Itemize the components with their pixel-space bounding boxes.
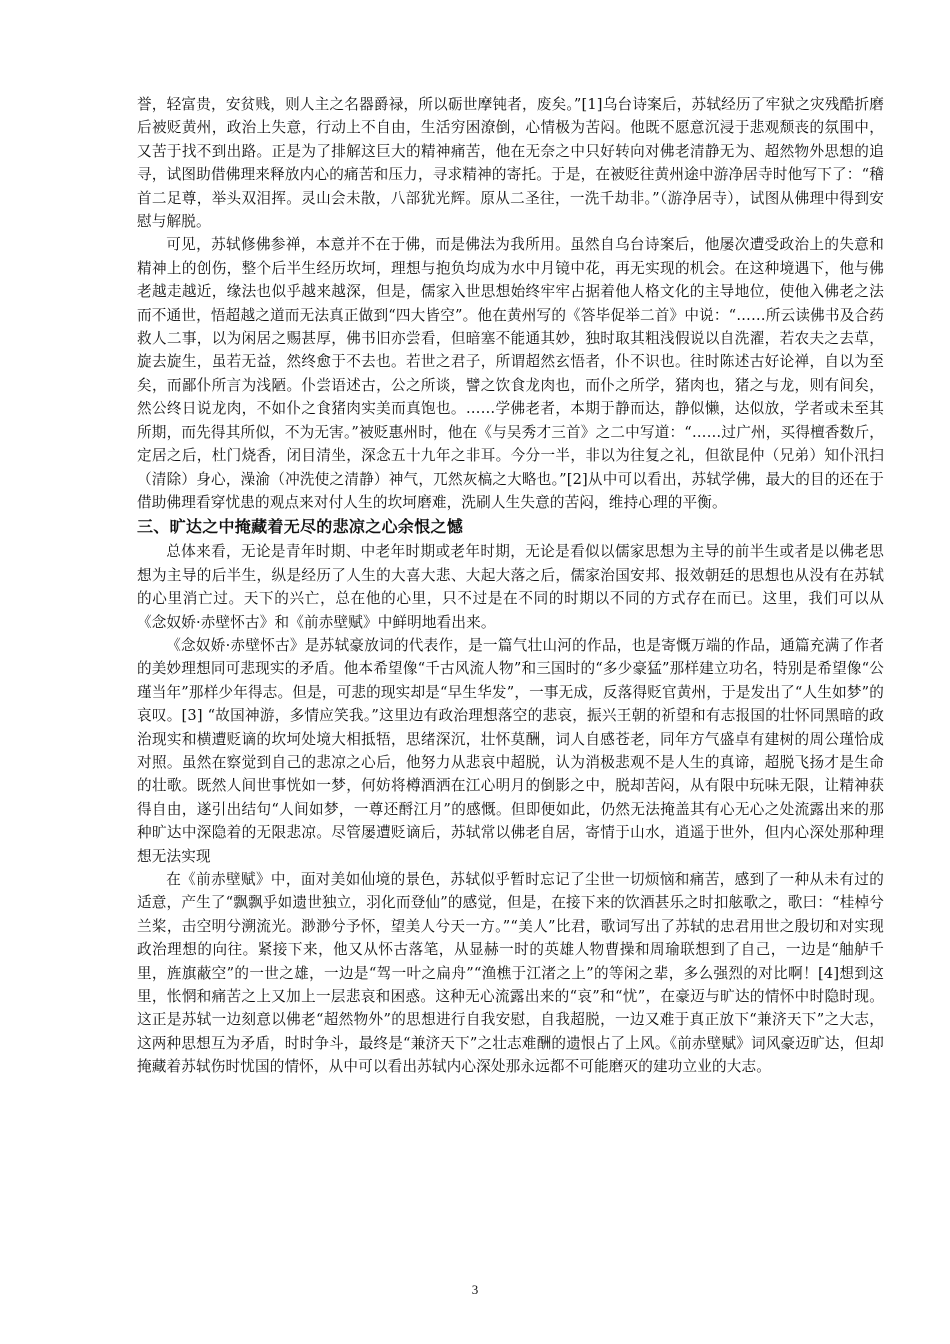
paragraph: 在《前赤壁赋》中，面对美如仙境的景色，苏轼似乎暂时忘记了尘世一切烦恼和痛苦，感到了一种从未有过的适意，产生了“飘飘乎如遗世独立，羽化而登仙”的感觉，但是，在接下来的饮酒甚乐之时扣舷歌之，歌曰：“桂棹兮兰桨，击空明兮溯流光。渺渺兮予怀，望美人兮天一方。”“美人”比君，歌词写出了苏轼的忠君用世之殷切和对实现政治理想的向往。紧接下来，他又从怀古落笔，从显赫一时的英雄人物曹操和周瑜联想到了自己，一边是“舳舻千里，旌旗蔽空”的一世之雄，一边是“驾一叶之扁舟”“渔樵于江渚之上”的等闲之辈，多么强烈的对比啊！[4]想到这里，怅惘和痛苦之上又加上一层悲哀和困惑。这种无心流露出来的“哀”和“忧”，在豪迈与旷达的情怀中时隐时现。这正是苏轼一边刻意以佛老“超然物外”的思想进行自我安慰，自我超脱，一边又难于真正放下“兼济天下”之大志，这两种思想互为矛盾，时时争斗，最终是“兼济天下”之壮志难酬的遗恨占了上风。《前赤壁赋》词风豪迈旷达，但却掩藏着苏轼伤时忧国的情怀，从中可以看出苏轼内心深处那永远都不可能磨灭的建功立业的大志。 <box>137 871 884 1076</box>
page-number: 3 <box>471 1282 479 1297</box>
paragraph: 誉，轻富贵，安贫贱，则人主之名器爵禄，所以砺世摩钝者，废矣。”[1]乌台诗案后，苏轼经历了牢狱之灾残酷折磨后被贬黄州，政治上失意，行动上不自由，生活穷困潦倒，心情极为苦闷。他既不愿意沉浸于悲观颓丧的氛围中，又苦于找不到出路。正是为了排解这巨大的精神痛苦，他在无奈之中只好转向对佛老清静无为、超然物外思想的追寻，试图助借佛理来释放内心的痛苦和压力，寻求精神的寄托。于是，在被贬往黄州途中游净居寺时他写下了：“稽首二足尊，举头双泪挥。灵山会未散，八部犹光辉。原从二圣往，一洗千劫非。”（游净居寺），试图从佛理中得到安慰与解脱。 <box>137 96 884 231</box>
paragraph: 《念奴娇·赤壁怀古》是苏轼豪放词的代表作，是一篇气壮山河的作品，也是寄慨万端的作品，通篇充满了作者的美妙理想同可悲现实的矛盾。他本希望像“千古风流人物”和三国时的“多少豪猛”那样建立功名，特别是希望像“公瑾当年”那样少年得志。但是，可悲的现实却是“早生华发”，一事无成，反落得贬官黄州，于是发出了“人生如梦”的哀叹。[3] “故国神游，多情应笑我。”这里边有政治理想落空的悲哀，振兴王朝的祈望和有志报国的壮怀同黑暗的政治现实和横遭贬谪的坎坷处境大相抵牾，思绪深沉，壮怀莫酬，词人自感苍老，同年方气盛卓有建树的周公瑾恰成对照。虽然在察觉到自己的悲凉之心后，他努力从悲哀中超脱，认为消极悲观不是人生的真谛，超脱飞扬才是生命的壮歌。既然人间世事恍如一梦，何妨将樽酒洒在江心明月的倒影之中，脱却苦闷，从有限中玩味无限，让精神获得自由，遂引出结句“人间如梦，一尊还酹江月”的感慨。但即便如此，仍然无法掩盖其有心无心之处流露出来的那种旷达中深隐着的无限悲凉。尽管屡遭贬谪后，苏轼常以佛老自居，寄情于山水，逍遥于世外，但内心深处那种理想无法实现 <box>137 636 884 865</box>
paragraph: 总体来看，无论是青年时期、中老年时期或老年时期，无论是看似以儒家思想为主导的前半生或者是以佛老思想为主导的后半生，纵是经历了人生的大喜大悲、大起大落之后，儒家治国安邦、报效朝廷的思想也从没有在苏轼的心里消亡过。天下的兴亡，总在他的心里，只不过是在不同的时期以不同的方式存在而已。这里，我们可以从《念奴娇·赤壁怀古》和《前赤壁赋》中鲜明地看出来。 <box>137 543 884 631</box>
paragraph: 可见，苏轼修佛参禅，本意并不在于佛，而是佛法为我所用。虽然自乌台诗案后，他屡次遭受政治上的失意和精神上的创伤，整个后半生经历坎坷，理想与抱负均成为水中月镜中花，再无实现的机会。在这种境遇下，他与佛老越走越近，缘法也似乎越来越深，但是，儒家入世思想始终牢牢占据着他人格文化的主导地位，使他入佛老之法而不通世，悟超越之道而无法真正做到“四大皆空”。他在黄州写的《答毕促举二首》中说：“……所云读佛书及合药救人二事，以为闲居之赐甚厚，佛书旧亦尝看，但暗塞不能通其妙，独时取其粗浅假说以自洗濯，若农夫之去草，旋去旋生，虽若无益，然终愈于不去也。若世之君子，所谓超然玄悟者，仆不识也。往时陈述古好论禅，自以为至矣，而鄙仆所言为浅陋。仆尝语述古，公之所谈，譬之饮食龙肉也，而仆之所学，猪肉也，猪之与龙，则有间矣，然公终日说龙肉，不如仆之食猪肉实美而真饱也。……学佛老者，本期于静而达，静似懒，达似放，学者或未至其所期，而先得其所似，不为无害。”被贬惠州时，他在《与吴秀才三首》之二中写道：“……过广州，买得檀香数斤，定居之后，杜门烧香，闭目清坐，深念五十九年之非耳。今分一半，非以为往复之礼，但欲昆仲（兄弟）知仆汛扫（清除）身心，澡渝（冲洗使之清静）神气，兀然灰槁之大略也。”[2]从中可以看出，苏轼学佛，最大的目的还在于借助佛理看穿忧患的观点来对付人生的坎坷磨难，洗刷人生失意的苦闷，维持心理的平衡。 <box>137 236 884 511</box>
document-body <box>137 93 884 1079</box>
section-heading: 三、旷达之中掩藏着无尽的悲凉之心余恨之憾 <box>137 517 464 537</box>
